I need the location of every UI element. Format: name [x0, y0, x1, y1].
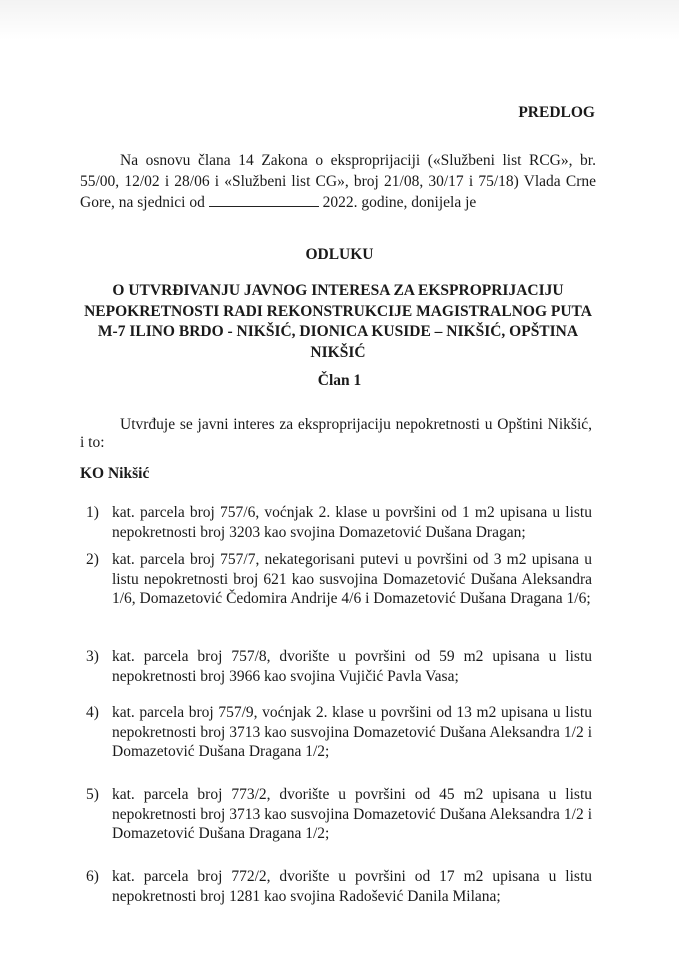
list-item: [86, 867, 592, 906]
item-text: kat. parcela broj 757/7, nekategorisani putevi u površini od 3 m2 upisana u listu nepokretnosti broj 621 kao susvojina Domazetović Dušana Aleksandra 1/6, Domazetović Čedomira Andrije 4/6 i Domazetović Dušana Dragana 1/6;: [112, 551, 592, 607]
item-number: 5): [86, 786, 99, 803]
scan-top-edge: [0, 0, 679, 40]
list-item: [86, 647, 592, 686]
item-number: 4): [86, 704, 99, 721]
list-item: [86, 703, 592, 762]
article-heading: Član 1: [317, 372, 362, 389]
list-item: [86, 503, 592, 542]
item-number: 3): [86, 648, 99, 665]
preamble-paragraph: [80, 150, 596, 213]
item-text: kat. parcela broj 757/8, dvorište u površini od 59 m2 upisana u listu nepokretnosti broj 3966 kao svojina Vujičić Pavla Vasa;: [112, 648, 592, 685]
cadastral-section: KO Nikšić: [80, 465, 150, 482]
document-label: PREDLOG: [518, 104, 595, 121]
date-blank: [209, 194, 319, 207]
item-text: kat. parcela broj 757/6, voćnjak 2. klase u površini od 1 m2 upisana u listu nepokretnosti broj 3203 kao svojina Domazetović Dušana Dragan;: [112, 504, 592, 541]
preamble-text-end: 2022. godine, donijela je: [322, 194, 477, 211]
article-intro: Utvrđuje se javni interes za eksproprijaciju nepokretnosti u Opštini Nikšić, i to:: [80, 416, 592, 451]
decision-title: O UTVRĐIVANJU JAVNOG INTERESA ZA EKSPROPRIJACIJU NEPOKRETNOSTI RADI REKONSTRUKCIJE MAGISTRALNOG PUTA M-7 ILINO BRDO - NIKŠIĆ, DIONICA KUSIDE – NIKŠIĆ, OPŠTINA NIKŠIĆ: [84, 282, 592, 361]
list-item: [86, 785, 592, 844]
item-text: kat. parcela broj 773/2, dvorište u površini od 45 m2 upisana u listu nepokretnosti broj 3713 kao susvojina Domazetović Dušana Aleksandra 1/2 i Domazetović Dušana Dragana 1/2;: [112, 786, 592, 842]
item-text: kat. parcela broj 772/2, dvorište u površini od 17 m2 upisana u listu nepokretnosti broj 1281 kao svojina Radošević Danila Milana;: [112, 868, 592, 905]
item-number: 6): [86, 868, 99, 885]
item-number: 2): [86, 551, 99, 568]
preamble-text: Na osnovu člana 14 Zakona o eksproprijaciji («Službeni list RCG», br. 55/00, 12/02 i 28/06 i «Službeni list CG», broj 21/08, 30/17 i 75/18) Vlada Crne Gore, na sjednici od: [80, 152, 596, 211]
list-item: [86, 550, 592, 609]
decision-heading: ODLUKU: [305, 246, 374, 263]
item-number: 1): [86, 504, 99, 521]
item-text: kat. parcela broj 757/9, voćnjak 2. klase u površini od 13 m2 upisana u listu nepokretnosti broj 3713 kao susvojina Domazetović Dušana Aleksandra 1/2 i Domazetović Dušana Dragana 1/2;: [112, 704, 592, 760]
